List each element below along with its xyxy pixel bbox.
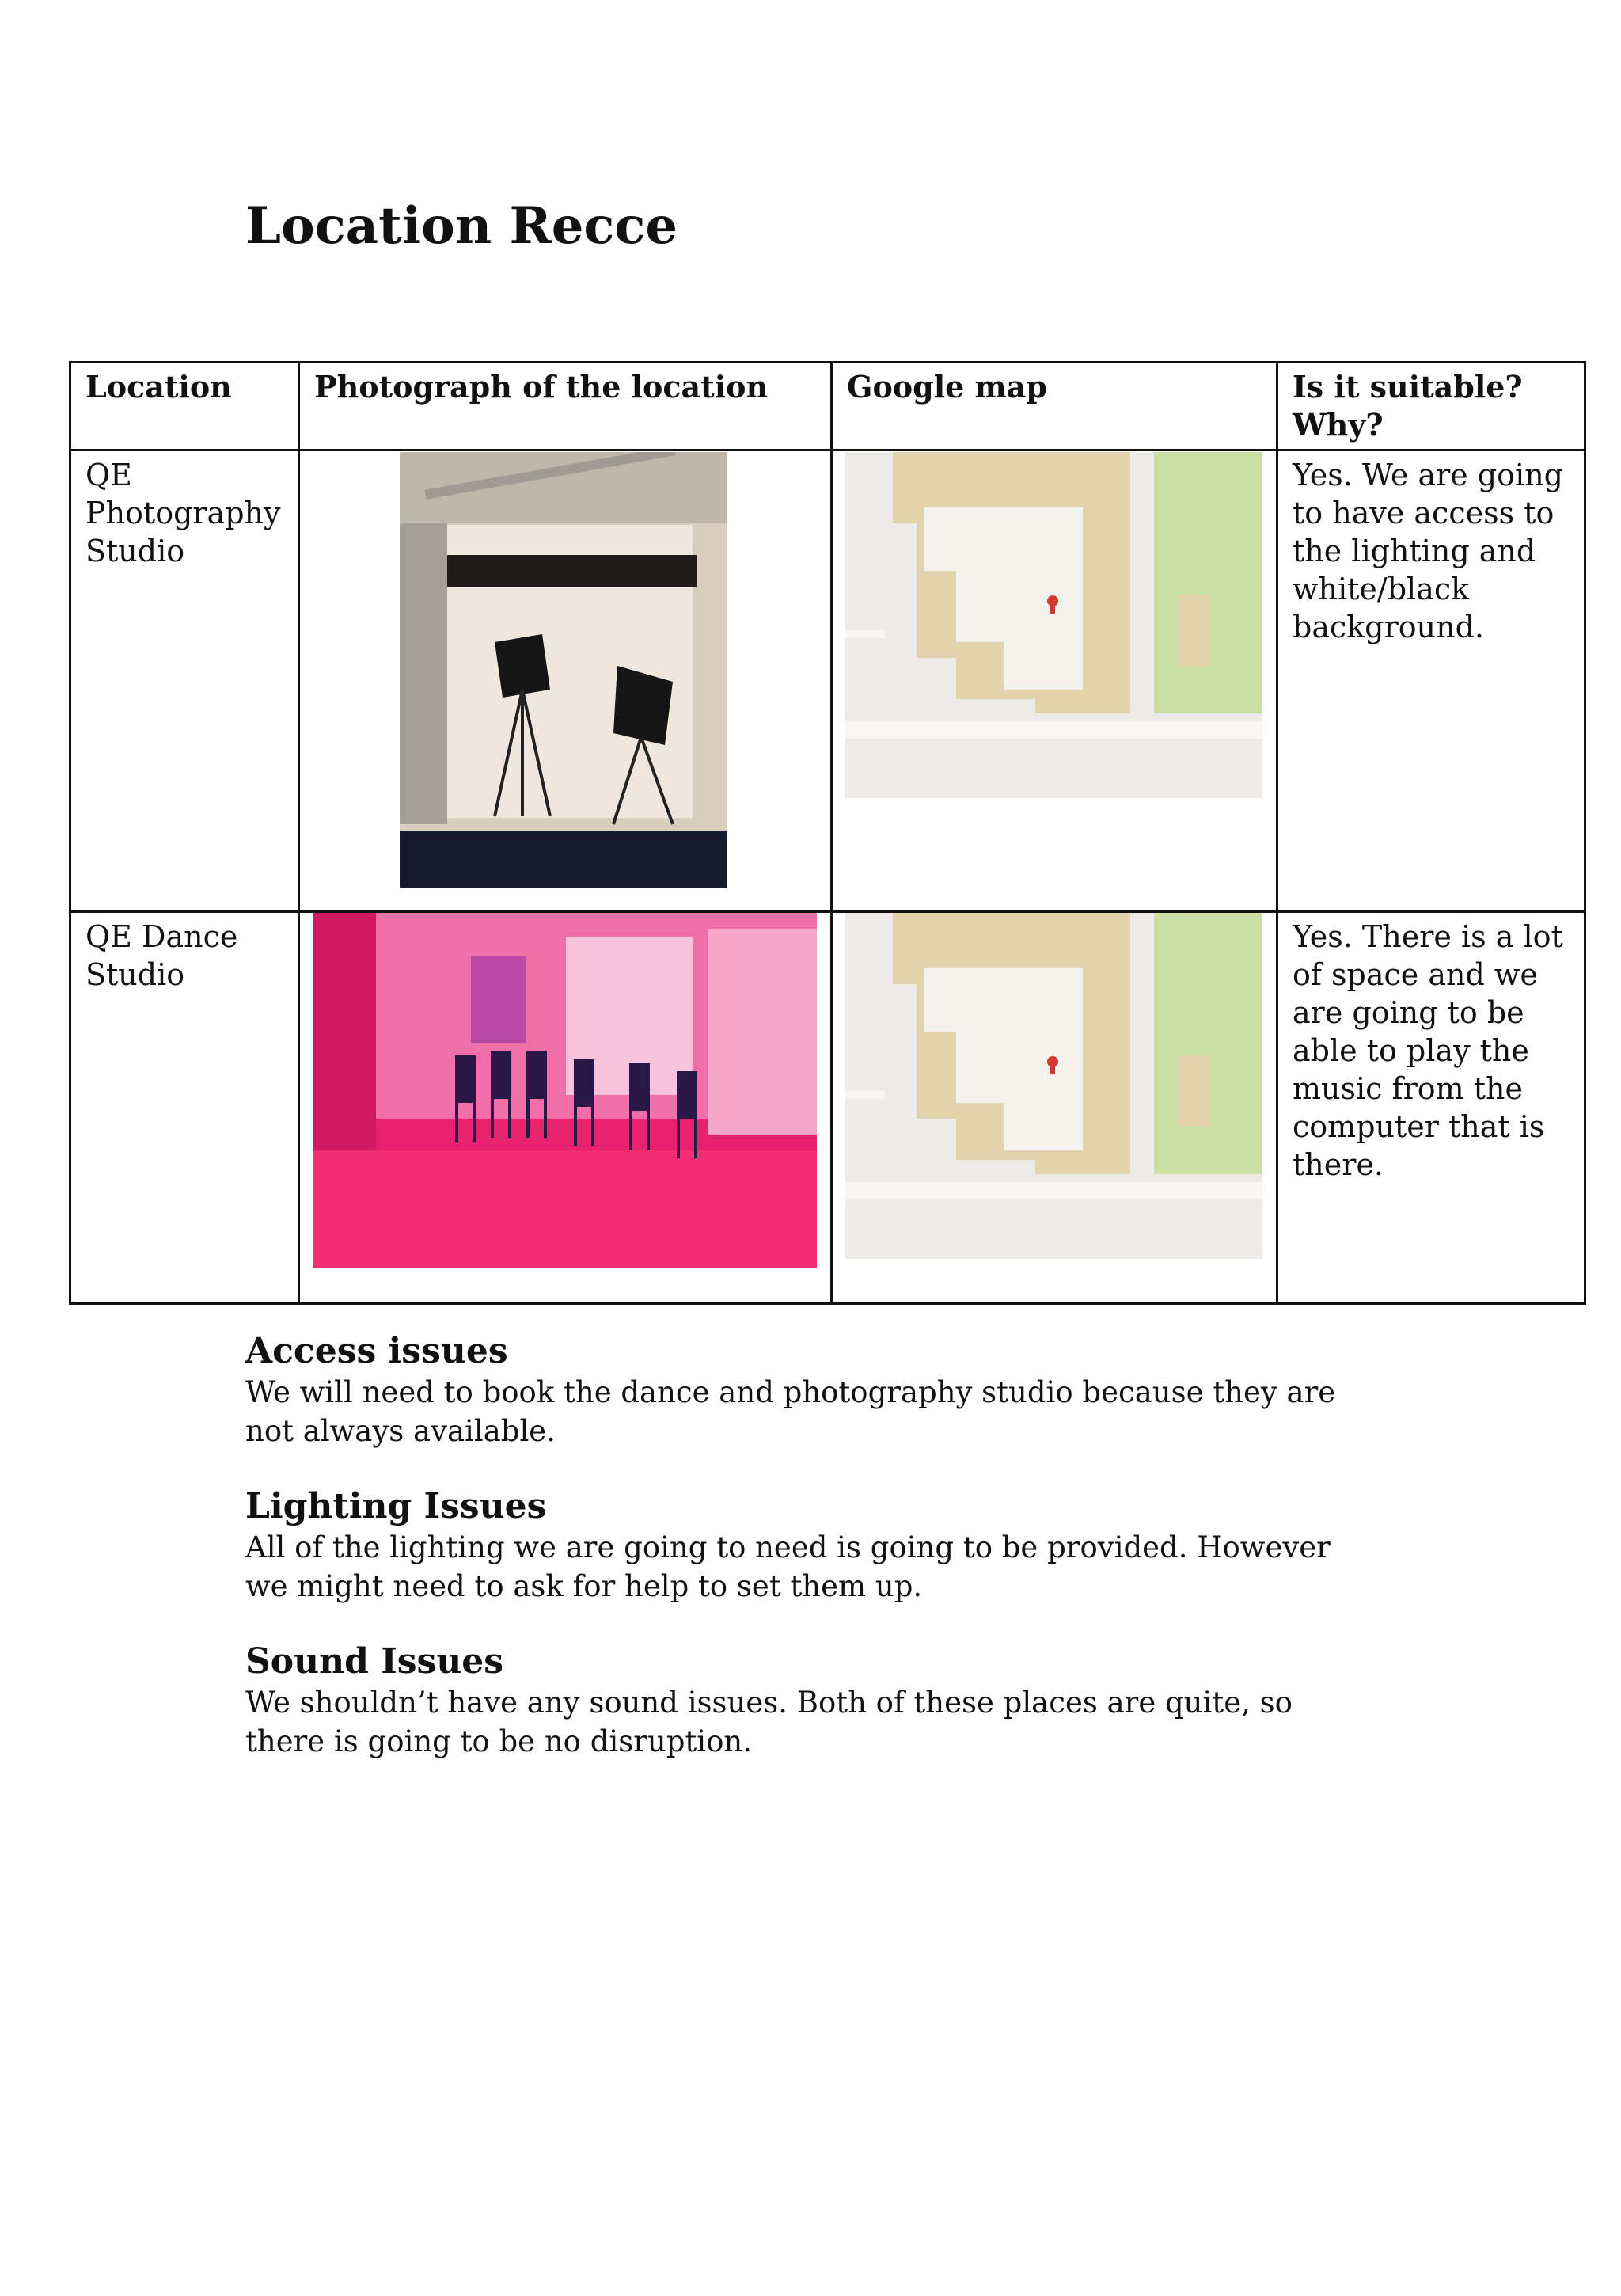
section-heading: Sound Issues — [245, 1641, 504, 1682]
header-location: Location — [70, 363, 299, 450]
header-google-map: Google map — [832, 363, 1277, 450]
table-row — [70, 912, 1585, 1304]
suitability-text: Yes. We are going to have access to the lighting and white/black background. — [1277, 450, 1585, 912]
location-recce-table — [69, 361, 1586, 1305]
google-map-qe-college — [845, 452, 1262, 798]
suitability-text: Yes. There is a lot of space and we are going to be able to play the music from the computer that is there. — [1277, 912, 1585, 1304]
section-heading: Lighting Issues — [245, 1486, 547, 1526]
sound-issues-section — [245, 1640, 1369, 1761]
page-title: Location Recce — [245, 196, 678, 256]
issues-sections — [245, 1330, 1369, 1796]
section-body: We shouldn’t have any sound issues. Both of these places are quite, so there is going to be no disruption. — [245, 1686, 1293, 1758]
access-issues-section — [245, 1330, 1369, 1450]
map-cell — [832, 912, 1277, 1304]
photo-cell — [299, 912, 832, 1304]
location-name: QE Photography Studio — [70, 450, 299, 912]
lighting-issues-section — [245, 1485, 1369, 1606]
header-photograph: Photograph of the location — [299, 363, 832, 450]
photo-cell — [299, 450, 832, 912]
map-cell — [832, 450, 1277, 912]
table-header-row — [70, 363, 1585, 450]
photography-studio-photo — [400, 452, 727, 888]
header-suitable: Is it suitable? Why? — [1277, 363, 1585, 450]
section-heading: Access issues — [245, 1331, 508, 1371]
section-body: We will need to book the dance and photography studio because they are not always available. — [245, 1375, 1336, 1448]
table-row — [70, 450, 1585, 912]
google-map-qe-college — [845, 913, 1262, 1259]
dance-studio-photo — [313, 913, 817, 1268]
location-name: QE Dance Studio — [70, 912, 299, 1304]
section-body: All of the lighting we are going to need is going to be provided. However we might need to ask for help to set them up. — [245, 1530, 1331, 1603]
